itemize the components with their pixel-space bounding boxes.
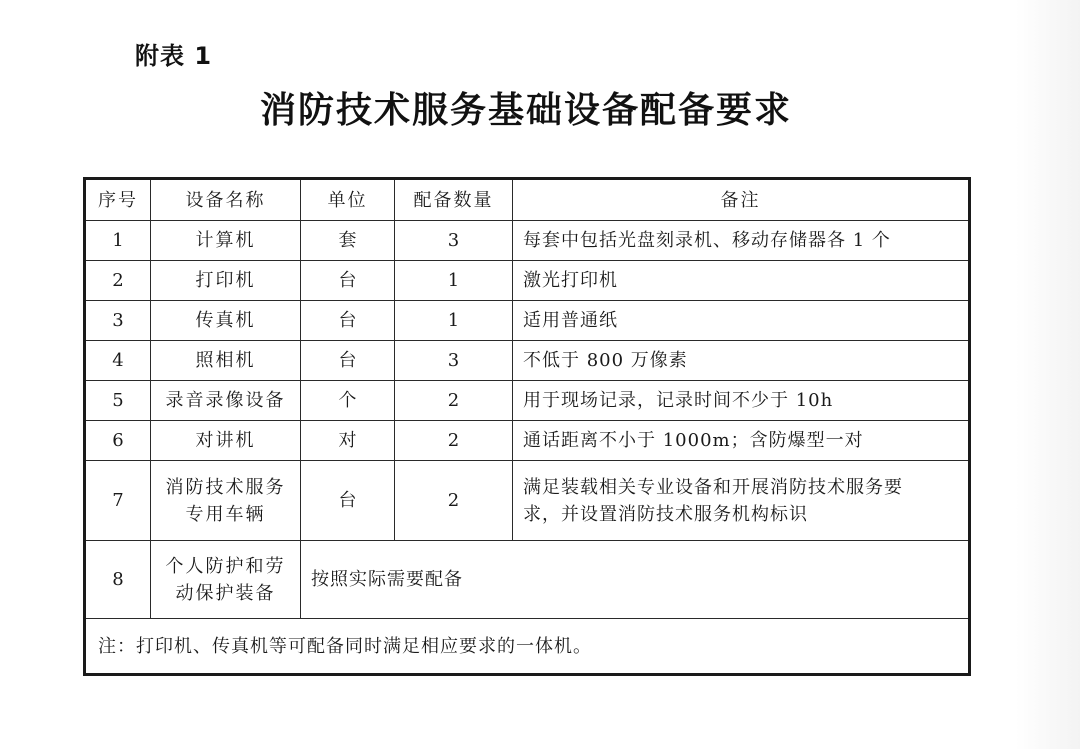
table-row (85, 541, 970, 619)
row-unit: 个 (301, 381, 395, 421)
row-name-line: 动保护装备 (175, 582, 276, 604)
row-name: 传真机 (151, 301, 301, 341)
row-note: 按照实际需要配备 (301, 541, 970, 619)
row-qty: 1 (395, 261, 513, 301)
row-note: 适用普通纸 (513, 301, 970, 341)
row-qty: 2 (395, 461, 513, 541)
row-note: 不低于 800 万像素 (513, 341, 970, 381)
page-title: 消防技术服务基础设备配备要求 (259, 90, 792, 131)
table-row (85, 221, 970, 261)
row-qty: 1 (395, 301, 513, 341)
row-name-line: 专用车辆 (185, 503, 266, 525)
table-row (85, 381, 970, 421)
table-row (85, 301, 970, 341)
footnote-row (85, 619, 970, 675)
table-row (85, 341, 970, 381)
row-name (151, 541, 301, 619)
row-unit: 台 (301, 461, 395, 541)
row-qty: 2 (395, 381, 513, 421)
row-name: 对讲机 (151, 421, 301, 461)
row-unit: 套 (301, 221, 395, 261)
row-note: 通话距离不小于 1000m；含防爆型一对 (513, 421, 970, 461)
equipment-table (83, 177, 971, 676)
col-header-unit: 单位 (301, 179, 395, 221)
row-note-line: 满足装载相关专业设备和开展消防技术服务要 (523, 476, 903, 498)
attachment-label: 附表 1 (135, 42, 213, 70)
row-note-line: 求，并设置消防技术服务机构标识 (523, 503, 808, 525)
row-name-line: 个人防护和劳 (165, 555, 286, 577)
row-name: 打印机 (151, 261, 301, 301)
row-note: 激光打印机 (513, 261, 970, 301)
table-footnote: 注：打印机、传真机等可配备同时满足相应要求的一体机。 (85, 619, 970, 675)
row-unit: 台 (301, 301, 395, 341)
row-name-line: 消防技术服务 (165, 476, 286, 498)
row-unit: 台 (301, 261, 395, 301)
table-row (85, 461, 970, 541)
row-no: 1 (85, 221, 151, 261)
row-name: 计算机 (151, 221, 301, 261)
row-no: 2 (85, 261, 151, 301)
row-no: 3 (85, 301, 151, 341)
col-header-note: 备注 (513, 179, 970, 221)
row-name: 照相机 (151, 341, 301, 381)
row-note (513, 461, 970, 541)
row-name (151, 461, 301, 541)
table-row (85, 421, 970, 461)
row-no: 7 (85, 461, 151, 541)
col-header-qty: 配备数量 (395, 179, 513, 221)
row-name: 录音录像设备 (151, 381, 301, 421)
row-unit: 对 (301, 421, 395, 461)
row-qty: 3 (395, 221, 513, 261)
row-no: 5 (85, 381, 151, 421)
col-header-name: 设备名称 (151, 179, 301, 221)
table-header-row (85, 179, 970, 221)
row-no: 4 (85, 341, 151, 381)
row-note: 用于现场记录，记录时间不少于 10h (513, 381, 970, 421)
row-no: 6 (85, 421, 151, 461)
row-qty: 2 (395, 421, 513, 461)
row-note: 每套中包括光盘刻录机、移动存储器各 1 个 (513, 221, 970, 261)
table-row (85, 261, 970, 301)
row-qty: 3 (395, 341, 513, 381)
col-header-no: 序号 (85, 179, 151, 221)
row-no: 8 (85, 541, 151, 619)
row-unit: 台 (301, 341, 395, 381)
